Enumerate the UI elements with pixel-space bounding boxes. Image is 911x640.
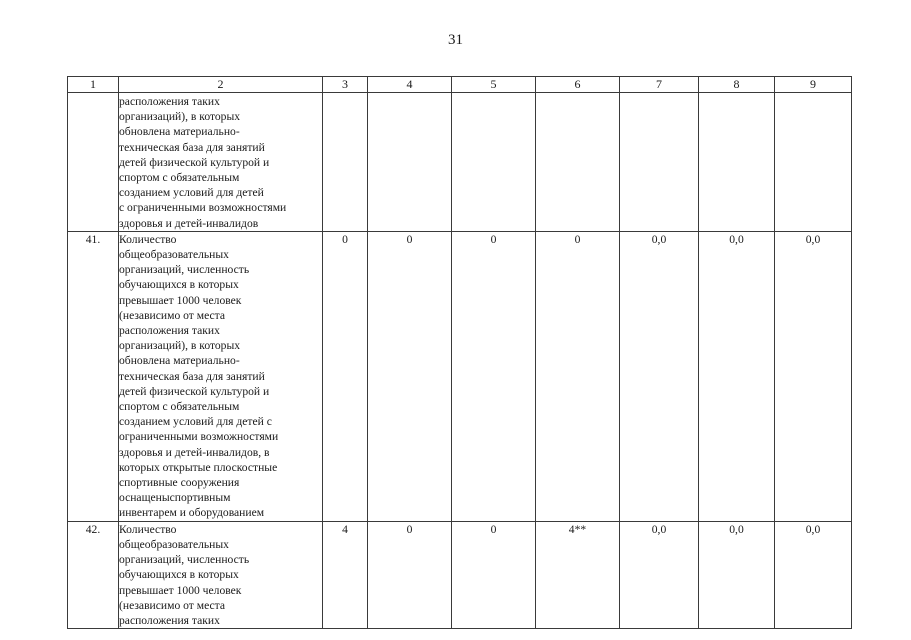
row-value: 4 [323, 521, 368, 628]
column-header: 1 [68, 77, 119, 93]
row-value [699, 93, 775, 232]
column-header: 5 [452, 77, 536, 93]
row-value [323, 93, 368, 232]
column-header: 8 [699, 77, 775, 93]
row-value [620, 93, 699, 232]
row-value: 0,0 [699, 521, 775, 628]
row-description: расположения таких организаций), в которых обновлена материально- техническая база для занятий детей физической культурой и спортом с обязательным созданием условий для детей с ограниченными возможностями здоровья и детей-инвалидов [119, 93, 323, 232]
row-description: Количество общеобразовательных организаций, численность обучающихся в которых превышает 1000 человек (независимо от места расположения таких [119, 521, 323, 628]
row-value: 0 [368, 231, 452, 521]
column-header: 3 [323, 77, 368, 93]
row-number: 42. [68, 521, 119, 628]
row-value: 0,0 [775, 521, 852, 628]
row-value: 0,0 [775, 231, 852, 521]
column-header: 2 [119, 77, 323, 93]
row-value [775, 93, 852, 232]
row-value [536, 93, 620, 232]
row-value: 0,0 [620, 231, 699, 521]
table-header-row [68, 77, 852, 93]
row-value: 0 [536, 231, 620, 521]
page-number: 31 [448, 32, 463, 48]
row-number: 41. [68, 231, 119, 521]
row-number [68, 93, 119, 232]
row-description: Количество общеобразовательных организаций, численность обучающихся в которых превышает 1000 человек (независимо от места расположения таких организаций), в которых обновлена материально- техническая база для занятий детей физической культурой и спортом с обязательным созданием условий для детей с ограниченными возможностями здоровья и детей-инвалидов, в которых открытые плоскостные спортивные сооружения оснащеныспортивным инвентарем и оборудованием [119, 231, 323, 521]
indicator-table [67, 76, 852, 629]
row-value [452, 93, 536, 232]
row-value: 0,0 [620, 521, 699, 628]
row-value: 0 [323, 231, 368, 521]
row-value: 0 [452, 231, 536, 521]
row-value: 0 [368, 521, 452, 628]
table-row [68, 93, 852, 232]
table-row [68, 231, 852, 521]
column-header: 9 [775, 77, 852, 93]
row-value: 0,0 [699, 231, 775, 521]
column-header: 4 [368, 77, 452, 93]
column-header: 6 [536, 77, 620, 93]
column-header: 7 [620, 77, 699, 93]
row-value: 0 [452, 521, 536, 628]
table-row [68, 521, 852, 628]
row-value: 4** [536, 521, 620, 628]
row-value [368, 93, 452, 232]
